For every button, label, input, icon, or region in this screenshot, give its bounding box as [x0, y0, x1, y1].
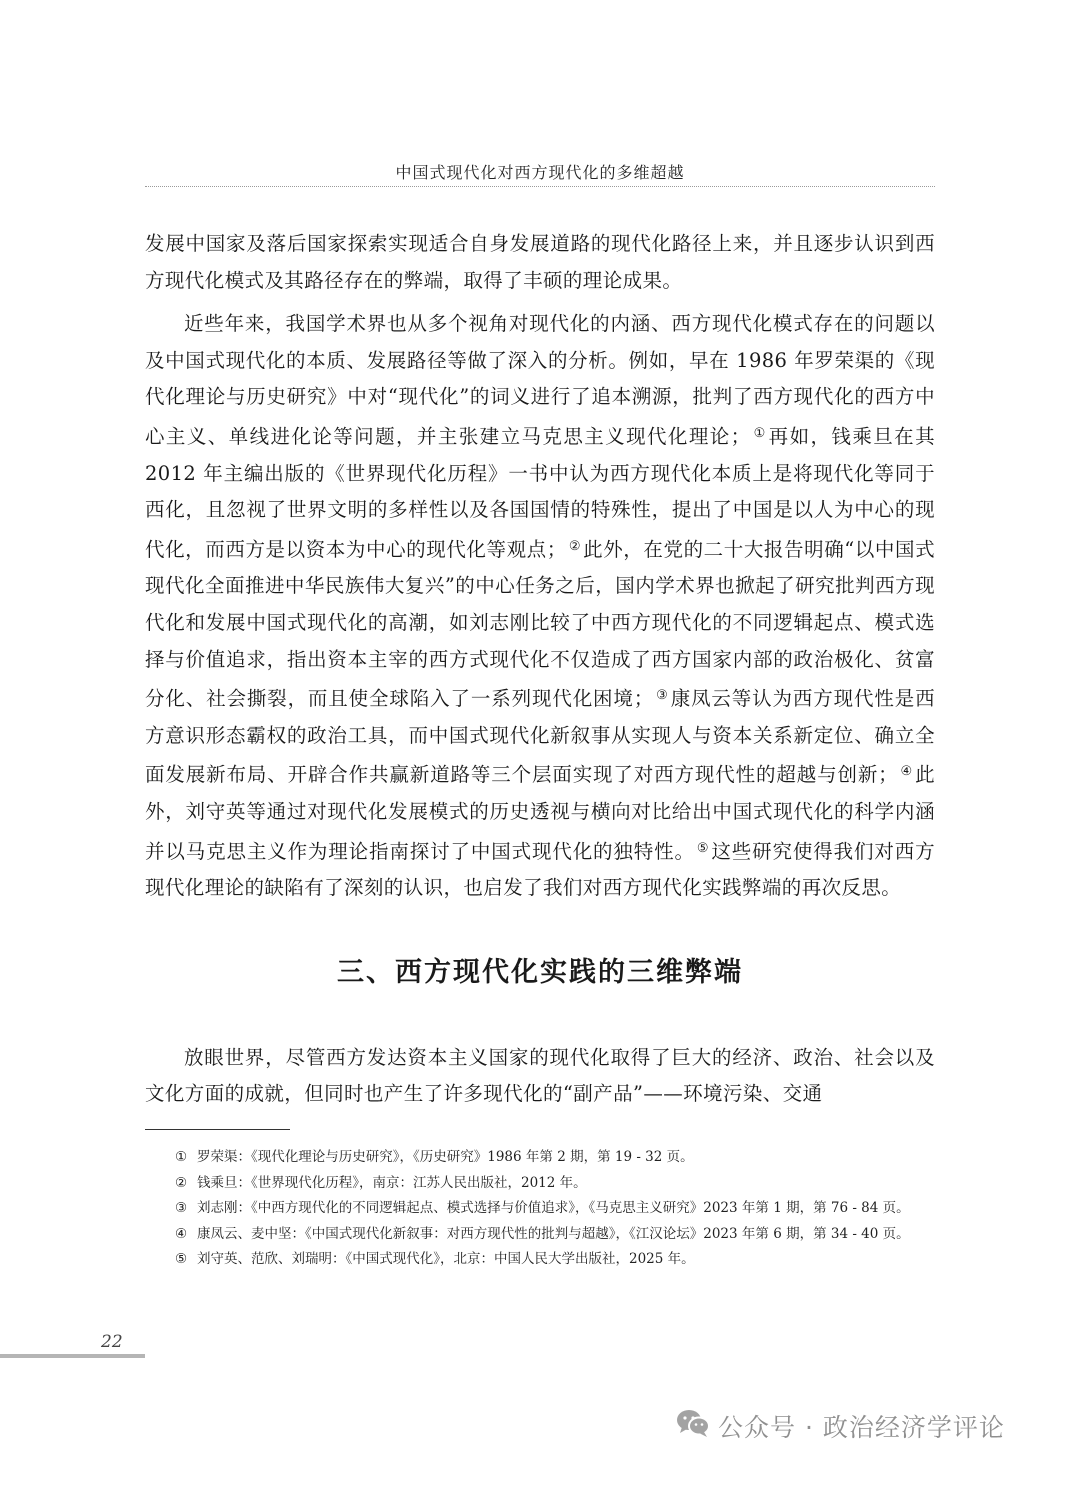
p2-sentence-2: 再如，钱乘旦在其 2012 年主编出版的《世界现代化历程》一书中认为西方现代化本质上是将现代化等同于西化，且忽视了世界文明的多样性以及各国国情的特殊性，提出了中国是以人为中心的现代化，而西方是以资本为中心的现代化等观点； [145, 424, 935, 561]
footnote-text: 罗荣渠：《现代化理论与历史研究》，《历史研究》1986 年第 2 期，第 19 - 32 页。 [197, 1149, 694, 1165]
footnote-mark: ① [175, 1149, 188, 1165]
p2-sentence-1: 近些年来，我国学术界也从多个视角对现代化的内涵、西方现代化模式存在的问题以及中国式现代化的本质、发展路径等做了深入的分析。例如，早在 1986 年罗荣渠的《现代化理论与历史研究》中对“现代化”的词义进行了追本溯源，批判了西方现代化的西方中心主义、单线进化论等问题，并主张建立马克思主义现代化理论； [145, 312, 935, 448]
footnote-text: 刘守英、范欣、刘瑞明：《中国式现代化》，北京：中国人民大学出版社，2025 年。 [197, 1251, 695, 1268]
footnote-item [145, 1197, 935, 1220]
section-body [145, 1040, 935, 1112]
footnote-item [145, 1223, 935, 1246]
paragraph-1: 发展中国家及落后国家探索实现适合自身发展道路的现代化路径上来，并且逐步认识到西方现代化模式及其路径存在的弊端，取得了丰硕的理论成果。 [145, 232, 935, 292]
footnote-ref-3[interactable]: ③ [655, 688, 669, 704]
footnote-ref-5[interactable]: ⑤ [696, 840, 710, 856]
footnotes [145, 1146, 935, 1274]
footnote-text: 刘志刚：《中西方现代化的不同逻辑起点、模式选择与价值追求》，《马克思主义研究》2023 年第 1 期，第 76 - 84 页。 [197, 1200, 910, 1217]
footnote-text: 钱乘旦：《世界现代化历程》，南京：江苏人民出版社，2012 年。 [197, 1174, 587, 1191]
footnote-ref-4[interactable]: ④ [900, 764, 914, 780]
footnote-item [145, 1172, 935, 1195]
watermark [676, 1406, 1005, 1446]
paragraph-3: 放眼世界，尽管西方发达资本主义国家的现代化取得了巨大的经济、政治、社会以及文化方面的成就，但同时也产生了许多现代化的“副产品”——环境污染、交通 [145, 1046, 935, 1105]
footnote-ref-1[interactable]: ① [752, 425, 767, 441]
p2-sentence-4: 康凤云等认为西方现代性是西方意识形态霸权的政治工具，而中国式现代化新叙事从实现人与资本关系新定位、确立全面发展新布局、开辟合作共赢新道路等三个层面实现了对西方现代性的超越与创新； [145, 687, 935, 787]
header-divider [145, 186, 935, 187]
running-header: 中国式现代化对西方现代化的多维超越 [395, 163, 685, 182]
footnote-text: 康凤云、麦中坚：《中国式现代化新叙事：对西方现代性的批判与超越》，《江汉论坛》2023 年第 6 期，第 34 - 40 页。 [197, 1225, 910, 1242]
watermark-text: 公众号 · 政治经济学评论 [718, 1413, 1005, 1442]
footnote-mark: ③ [175, 1200, 188, 1217]
footnote-mark: ⑤ [175, 1251, 188, 1268]
footnote-divider [145, 1129, 290, 1130]
paragraph-2 [145, 306, 935, 907]
p2-sentence-6: 这些研究使得我们对西方现代化理论的缺陷有了深刻的认识，也启发了我们对西方现代化实践弊端的再次反思。 [145, 839, 935, 900]
footnote-item [145, 1146, 935, 1169]
p2-sentence-3: 此外，在党的二十大报告明确“以中国式现代化全面推进中华民族伟大复兴”的中心任务之后，国内学术界也掀起了研究批判西方现代化和发展中国式现代化的高潮，如刘志刚比较了中西方现代化的不同逻辑起点、模式选择与价值追求，指出资本主宰的西方式现代化不仅造成了西方国家内部的政治极化、贫富分化、社会撕裂，而且使全球陷入了一系列现代化困境； [145, 537, 936, 711]
wechat-icon [676, 1408, 710, 1444]
section-heading: 三、西方现代化实践的三维弊端 [337, 957, 743, 988]
main-text [145, 226, 935, 914]
footnote-mark: ④ [175, 1225, 188, 1242]
footnote-mark: ② [175, 1174, 188, 1191]
p2-sentence-5: 此外，刘守英等通过对现代化发展模式的历史透视与横向对比给出中国式现代化的科学内涵并以马克思主义作为理论指南探讨了中国式现代化的独特性。 [145, 763, 935, 863]
page-number-bar [0, 1354, 145, 1358]
footnote-ref-2[interactable]: ② [568, 538, 582, 554]
page-number: 22 [101, 1332, 123, 1352]
footnote-item [145, 1248, 935, 1271]
